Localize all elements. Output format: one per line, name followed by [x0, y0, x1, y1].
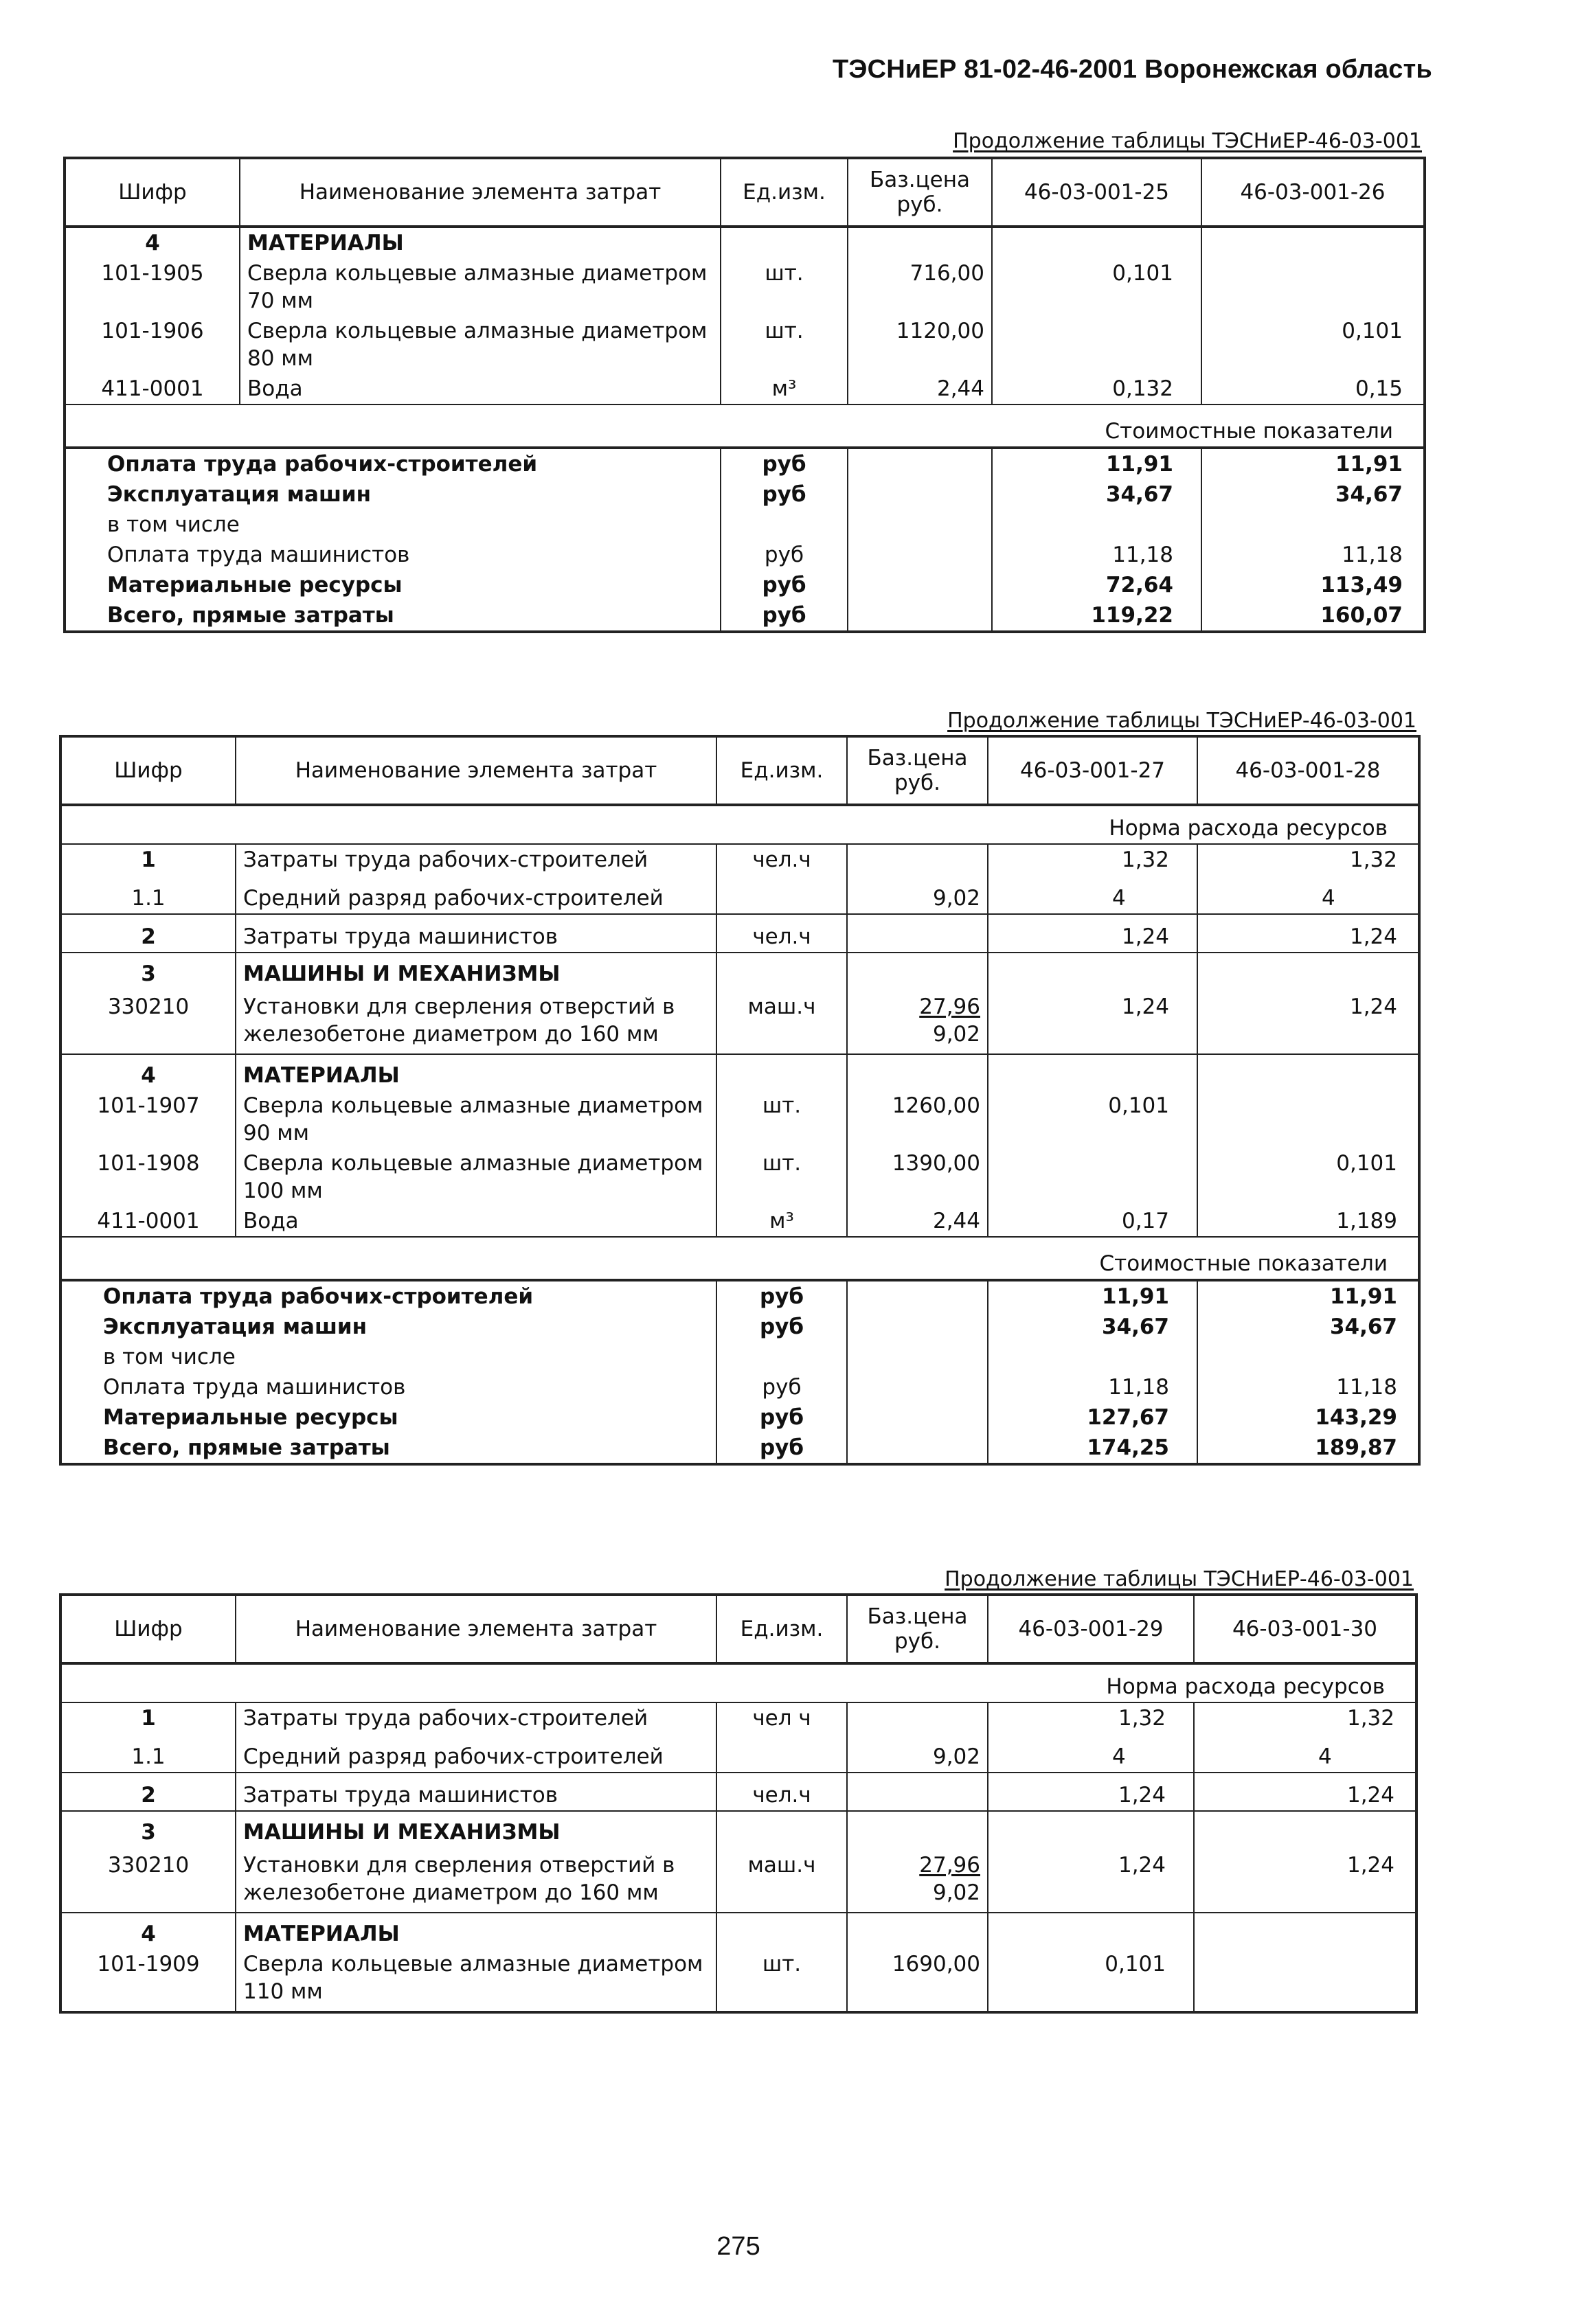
table-row: 411-0001 Вода м³ 2,44 0,132 0,15	[65, 374, 1425, 405]
col-header-unit: Ед.изм.	[716, 736, 847, 805]
table-row: 1 Затраты труда рабочих-строителей чел.ч 1,32 1,32	[60, 844, 1419, 875]
col-header-code: Шифр	[60, 1595, 236, 1663]
norm-section-header: Норма расхода ресурсов	[1106, 1674, 1385, 1699]
section-number: 4	[145, 231, 160, 255]
resource-table-1	[63, 157, 1426, 633]
col-header-price: Баз.цена руб.	[848, 158, 992, 227]
section-number: 3	[60, 1811, 236, 1847]
col-header-code: Шифр	[65, 158, 240, 227]
table-row: 330210 Установки для сверления отверстий в железобетоне диаметром до 160 мм маш.ч 27,96 9,02 1,24 1,24	[60, 1847, 1416, 1913]
col-header-name: Наименование элемента затрат	[240, 158, 721, 227]
table-row: 411-0001 Вода м³ 2,44 0,17 1,189	[60, 1206, 1419, 1237]
cost-row: Эксплуатация машин руб 34,67 34,67	[60, 1312, 1419, 1342]
resource-table-2	[59, 735, 1421, 1466]
col-header-code-a: 46-03-001-27	[988, 736, 1197, 805]
col-header-code-a: 46-03-001-29	[988, 1595, 1194, 1663]
page-title: ТЭСНиЕР 81-02-46-2001 Воронежская область	[832, 55, 1432, 84]
col-header-unit: Ед.изм.	[721, 158, 848, 227]
section-number: 4	[60, 1913, 236, 1949]
cost-section-header: Стоимостные показатели	[65, 405, 1425, 448]
cost-row: Оплата труда рабочих-строителей руб 11,91 11,91	[60, 1280, 1419, 1312]
table-row: 330210 Установки для сверления отверстий в железобетоне диаметром до 160 мм маш.ч 27,96 9,02 1,24 1,24	[60, 989, 1419, 1054]
col-header-code-b: 46-03-001-26	[1201, 158, 1425, 227]
section-title: МАТЕРИАЛЫ	[236, 1913, 716, 1949]
col-header-price: Баз.цена руб.	[847, 1595, 988, 1663]
section-title: МАШИНЫ И МЕХАНИЗМЫ	[236, 953, 716, 989]
cost-row: в том числе	[60, 1342, 1419, 1372]
norm-section-header: Норма расхода ресурсов	[1109, 816, 1388, 841]
table-row: 1.1 Средний разряд рабочих-строителей 9,02 4 4	[60, 1733, 1416, 1773]
section-number: 3	[60, 953, 236, 989]
section-number: 4	[60, 1054, 236, 1091]
col-header-code: Шифр	[60, 736, 236, 805]
cost-row: Оплата труда рабочих-строителей руб 11,91 11,91	[65, 448, 1425, 479]
section-title: МАТЕРИАЛЫ	[236, 1054, 716, 1091]
col-header-unit: Ед.изм.	[716, 1595, 847, 1663]
col-header-price: Баз.цена руб.	[847, 736, 988, 805]
table-row: 101-1909 Сверла кольцевые алмазные диаметром 110 мм шт. 1690,00 0,101	[60, 1949, 1416, 2012]
table-row: 101-1908 Сверла кольцевые алмазные диаметром 100 мм шт. 1390,00 0,101	[60, 1148, 1419, 1206]
section-title: МАШИНЫ И МЕХАНИЗМЫ	[236, 1811, 716, 1847]
continuation-caption: Продолжение таблицы ТЭСНиЕР-46-03-001	[953, 129, 1422, 153]
table-row: 2 Затраты труда машинистов чел.ч 1,24 1,24	[60, 914, 1419, 953]
table-row: 101-1907 Сверла кольцевые алмазные диаметром 90 мм шт. 1260,00 0,101	[60, 1091, 1419, 1148]
section-title: МАТЕРИАЛЫ	[240, 227, 721, 258]
col-header-code-b: 46-03-001-28	[1197, 736, 1419, 805]
cost-row: Оплата труда машинистов руб 11,18 11,18	[65, 540, 1425, 570]
col-header-code-a: 46-03-001-25	[992, 158, 1201, 227]
cost-row: Всего, прямые затраты руб 119,22 160,07	[65, 600, 1425, 632]
table-row: 101-1905 Сверла кольцевые алмазные диаметром 70 мм шт. 716,00 0,101	[65, 258, 1425, 316]
cost-row: Материальные ресурсы руб 72,64 113,49	[65, 570, 1425, 600]
table-row: 2 Затраты труда машинистов чел.ч 1,24 1,24	[60, 1773, 1416, 1811]
cost-row: Эксплуатация машин руб 34,67 34,67	[65, 479, 1425, 510]
cost-row: Материальные ресурсы руб 127,67 143,29	[60, 1402, 1419, 1433]
cost-row: Всего, прямые затраты руб 174,25 189,87	[60, 1433, 1419, 1464]
table-row: 101-1906 Сверла кольцевые алмазные диаметром 80 мм шт. 1120,00 0,101	[65, 316, 1425, 374]
col-header-name: Наименование элемента затрат	[236, 736, 716, 805]
col-header-code-b: 46-03-001-30	[1194, 1595, 1416, 1663]
resource-table-3	[59, 1593, 1418, 2014]
col-header-name: Наименование элемента затрат	[236, 1595, 716, 1663]
cost-row: Оплата труда машинистов руб 11,18 11,18	[60, 1372, 1419, 1402]
table-row: 1.1 Средний разряд рабочих-строителей 9,02 4 4	[60, 875, 1419, 914]
table-row: 1 Затраты труда рабочих-строителей чел ч 1,32 1,32	[60, 1702, 1416, 1733]
continuation-caption: Продолжение таблицы ТЭСНиЕР-46-03-001	[945, 1567, 1414, 1591]
cost-row: в том числе	[65, 510, 1425, 540]
continuation-caption: Продолжение таблицы ТЭСНиЕР-46-03-001	[947, 709, 1416, 733]
cost-section-header: Стоимостные показатели	[60, 1237, 1419, 1280]
page-number: 275	[716, 2232, 760, 2261]
